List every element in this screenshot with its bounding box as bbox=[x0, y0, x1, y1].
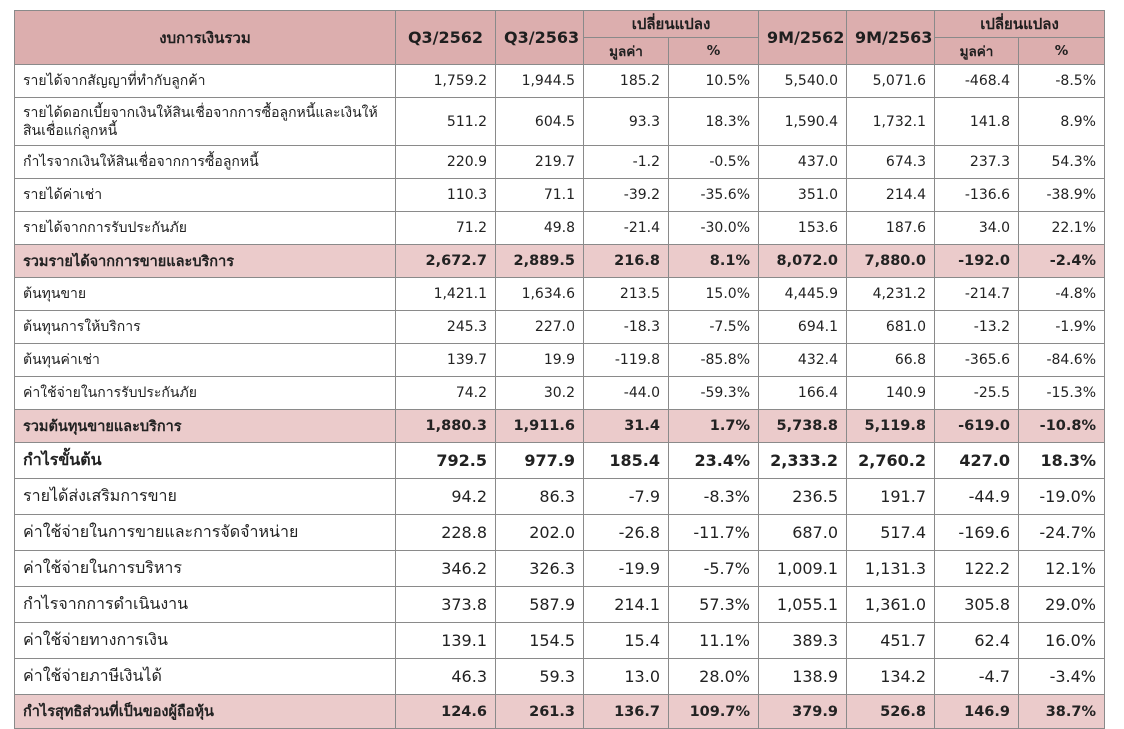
cell-q3-2562: 220.9 bbox=[396, 146, 496, 179]
cell-9m-2563: 681.0 bbox=[847, 311, 935, 344]
header-value-quarter: มูลค่า bbox=[584, 38, 669, 65]
cell-change-percent-quarter: -30.0% bbox=[669, 212, 759, 245]
cell-q3-2563: 154.5 bbox=[496, 623, 584, 659]
cell-change-value-9m: 34.0 bbox=[935, 212, 1019, 245]
cell-change-value-quarter: -7.9 bbox=[584, 479, 669, 515]
cell-q3-2562: 245.3 bbox=[396, 311, 496, 344]
cell-change-value-9m: -619.0 bbox=[935, 410, 1019, 443]
cell-q3-2562: 124.6 bbox=[396, 695, 496, 729]
header-q3-2563: Q3/2563 bbox=[496, 11, 584, 65]
cell-9m-2563: 187.6 bbox=[847, 212, 935, 245]
cell-q3-2562: 346.2 bbox=[396, 551, 496, 587]
table-row-gross-profit bbox=[15, 443, 1105, 479]
cell-change-value-9m: -468.4 bbox=[935, 65, 1019, 98]
cell-change-percent-9m: -24.7% bbox=[1019, 515, 1105, 551]
row-label: รวมต้นทุนขายและบริการ bbox=[15, 410, 396, 443]
cell-q3-2563: 71.1 bbox=[496, 179, 584, 212]
cell-change-value-9m: -365.6 bbox=[935, 344, 1019, 377]
cell-change-percent-quarter: 1.7% bbox=[669, 410, 759, 443]
row-label: กำไรขั้นต้น bbox=[15, 443, 396, 479]
cell-change-value-quarter: -18.3 bbox=[584, 311, 669, 344]
cell-q3-2562: 46.3 bbox=[396, 659, 496, 695]
cell-change-percent-9m: -8.5% bbox=[1019, 65, 1105, 98]
table-row bbox=[15, 623, 1105, 659]
cell-9m-2562: 236.5 bbox=[759, 479, 847, 515]
row-label: ต้นทุนค่าเช่า bbox=[15, 344, 396, 377]
cell-change-value-quarter: -26.8 bbox=[584, 515, 669, 551]
cell-change-value-quarter: 216.8 bbox=[584, 245, 669, 278]
cell-change-value-9m: -13.2 bbox=[935, 311, 1019, 344]
cell-q3-2563: 1,911.6 bbox=[496, 410, 584, 443]
cell-q3-2563: 587.9 bbox=[496, 587, 584, 623]
cell-change-value-9m: 237.3 bbox=[935, 146, 1019, 179]
cell-change-percent-9m: -15.3% bbox=[1019, 377, 1105, 410]
cell-change-value-quarter: 185.4 bbox=[584, 443, 669, 479]
cell-9m-2563: 526.8 bbox=[847, 695, 935, 729]
row-label: รายได้ส่งเสริมการขาย bbox=[15, 479, 396, 515]
cell-q3-2562: 511.2 bbox=[396, 98, 496, 146]
cell-9m-2563: 5,071.6 bbox=[847, 65, 935, 98]
cell-change-percent-9m: -19.0% bbox=[1019, 479, 1105, 515]
cell-q3-2563: 202.0 bbox=[496, 515, 584, 551]
cell-9m-2562: 5,540.0 bbox=[759, 65, 847, 98]
cell-change-percent-9m: 18.3% bbox=[1019, 443, 1105, 479]
cell-9m-2563: 5,119.8 bbox=[847, 410, 935, 443]
cell-9m-2562: 153.6 bbox=[759, 212, 847, 245]
cell-change-percent-quarter: -8.3% bbox=[669, 479, 759, 515]
financial-statement-table bbox=[14, 10, 1105, 729]
cell-change-percent-quarter: 18.3% bbox=[669, 98, 759, 146]
cell-change-value-9m: 427.0 bbox=[935, 443, 1019, 479]
cell-9m-2563: 7,880.0 bbox=[847, 245, 935, 278]
cell-change-percent-quarter: -35.6% bbox=[669, 179, 759, 212]
row-label: รายได้ดอกเบี้ยจากเงินให้สินเชื่อจากการซื้อลูกหนี้และเงินให้สินเชื่อแก่ลูกหนี้ bbox=[15, 98, 396, 146]
header-item-title: งบการเงินรวม bbox=[15, 11, 396, 65]
cell-change-value-quarter: -19.9 bbox=[584, 551, 669, 587]
cell-9m-2563: 674.3 bbox=[847, 146, 935, 179]
header-change-9m: เปลี่ยนแปลง bbox=[935, 11, 1105, 38]
row-label: รายได้ค่าเช่า bbox=[15, 179, 396, 212]
cell-q3-2563: 19.9 bbox=[496, 344, 584, 377]
cell-9m-2562: 1,009.1 bbox=[759, 551, 847, 587]
row-label: รายได้จากสัญญาที่ทำกับลูกค้า bbox=[15, 65, 396, 98]
cell-change-value-9m: 305.8 bbox=[935, 587, 1019, 623]
cell-change-value-quarter: 93.3 bbox=[584, 98, 669, 146]
cell-9m-2562: 437.0 bbox=[759, 146, 847, 179]
cell-9m-2563: 4,231.2 bbox=[847, 278, 935, 311]
cell-9m-2563: 2,760.2 bbox=[847, 443, 935, 479]
cell-change-percent-9m: -10.8% bbox=[1019, 410, 1105, 443]
cell-change-percent-quarter: -11.7% bbox=[669, 515, 759, 551]
cell-change-percent-9m: 29.0% bbox=[1019, 587, 1105, 623]
cell-change-percent-9m: -38.9% bbox=[1019, 179, 1105, 212]
cell-9m-2563: 191.7 bbox=[847, 479, 935, 515]
cell-change-value-9m: -192.0 bbox=[935, 245, 1019, 278]
table-row bbox=[15, 479, 1105, 515]
cell-change-percent-quarter: 109.7% bbox=[669, 695, 759, 729]
cell-q3-2562: 792.5 bbox=[396, 443, 496, 479]
row-label: ต้นทุนขาย bbox=[15, 278, 396, 311]
cell-change-percent-9m: 16.0% bbox=[1019, 623, 1105, 659]
cell-q3-2562: 2,672.7 bbox=[396, 245, 496, 278]
cell-change-value-quarter: 214.1 bbox=[584, 587, 669, 623]
cell-9m-2563: 214.4 bbox=[847, 179, 935, 212]
table-row bbox=[15, 551, 1105, 587]
table-row-total bbox=[15, 695, 1105, 729]
header-change-quarter: เปลี่ยนแปลง bbox=[584, 11, 759, 38]
cell-q3-2563: 2,889.5 bbox=[496, 245, 584, 278]
header-percent-quarter: % bbox=[669, 38, 759, 65]
cell-9m-2562: 1,055.1 bbox=[759, 587, 847, 623]
cell-change-value-9m: -169.6 bbox=[935, 515, 1019, 551]
cell-change-percent-9m: -3.4% bbox=[1019, 659, 1105, 695]
table-row-total bbox=[15, 245, 1105, 278]
cell-q3-2562: 1,421.1 bbox=[396, 278, 496, 311]
row-label: ค่าใช้จ่ายในการขายและการจัดจำหน่าย bbox=[15, 515, 396, 551]
cell-change-percent-quarter: 10.5% bbox=[669, 65, 759, 98]
cell-change-value-quarter: -39.2 bbox=[584, 179, 669, 212]
cell-q3-2563: 261.3 bbox=[496, 695, 584, 729]
cell-change-percent-9m: -4.8% bbox=[1019, 278, 1105, 311]
cell-9m-2562: 694.1 bbox=[759, 311, 847, 344]
cell-change-value-9m: -25.5 bbox=[935, 377, 1019, 410]
cell-9m-2563: 66.8 bbox=[847, 344, 935, 377]
cell-q3-2562: 139.1 bbox=[396, 623, 496, 659]
cell-change-value-quarter: 31.4 bbox=[584, 410, 669, 443]
cell-change-percent-9m: 8.9% bbox=[1019, 98, 1105, 146]
cell-change-percent-quarter: -85.8% bbox=[669, 344, 759, 377]
cell-9m-2562: 2,333.2 bbox=[759, 443, 847, 479]
cell-change-percent-9m: 12.1% bbox=[1019, 551, 1105, 587]
header-9m-2562: 9M/2562 bbox=[759, 11, 847, 65]
row-label: กำไรจากการดำเนินงาน bbox=[15, 587, 396, 623]
cell-change-value-9m: 146.9 bbox=[935, 695, 1019, 729]
cell-change-value-quarter: 15.4 bbox=[584, 623, 669, 659]
table-header bbox=[15, 11, 1105, 65]
cell-9m-2562: 4,445.9 bbox=[759, 278, 847, 311]
cell-q3-2563: 1,634.6 bbox=[496, 278, 584, 311]
row-label: กำไรจากเงินให้สินเชื่อจากการซื้อลูกหนี้ bbox=[15, 146, 396, 179]
table-row bbox=[15, 212, 1105, 245]
cell-9m-2562: 138.9 bbox=[759, 659, 847, 695]
cell-q3-2562: 110.3 bbox=[396, 179, 496, 212]
table-row bbox=[15, 278, 1105, 311]
cell-q3-2562: 373.8 bbox=[396, 587, 496, 623]
cell-change-percent-9m: 38.7% bbox=[1019, 695, 1105, 729]
table-body bbox=[15, 65, 1105, 729]
cell-9m-2562: 351.0 bbox=[759, 179, 847, 212]
cell-change-percent-quarter: -59.3% bbox=[669, 377, 759, 410]
row-label: รายได้จากการรับประกันภัย bbox=[15, 212, 396, 245]
cell-9m-2562: 389.3 bbox=[759, 623, 847, 659]
table-row bbox=[15, 311, 1105, 344]
cell-9m-2562: 5,738.8 bbox=[759, 410, 847, 443]
cell-change-value-quarter: 136.7 bbox=[584, 695, 669, 729]
header-value-9m: มูลค่า bbox=[935, 38, 1019, 65]
header-9m-2563: 9M/2563 bbox=[847, 11, 935, 65]
cell-9m-2562: 166.4 bbox=[759, 377, 847, 410]
row-label: ค่าใช้จ่ายในการรับประกันภัย bbox=[15, 377, 396, 410]
cell-q3-2562: 1,880.3 bbox=[396, 410, 496, 443]
cell-q3-2563: 49.8 bbox=[496, 212, 584, 245]
row-label: ค่าใช้จ่ายทางการเงิน bbox=[15, 623, 396, 659]
row-label: รวมรายได้จากการขายและบริการ bbox=[15, 245, 396, 278]
cell-change-value-9m: -214.7 bbox=[935, 278, 1019, 311]
cell-change-percent-quarter: -7.5% bbox=[669, 311, 759, 344]
cell-9m-2562: 8,072.0 bbox=[759, 245, 847, 278]
header-percent-9m: % bbox=[1019, 38, 1105, 65]
cell-change-value-quarter: -44.0 bbox=[584, 377, 669, 410]
header-q3-2562: Q3/2562 bbox=[396, 11, 496, 65]
cell-q3-2562: 1,759.2 bbox=[396, 65, 496, 98]
table-row bbox=[15, 587, 1105, 623]
cell-change-value-quarter: -1.2 bbox=[584, 146, 669, 179]
table-row bbox=[15, 377, 1105, 410]
cell-9m-2563: 1,732.1 bbox=[847, 98, 935, 146]
cell-change-value-quarter: 13.0 bbox=[584, 659, 669, 695]
cell-9m-2563: 140.9 bbox=[847, 377, 935, 410]
table-row bbox=[15, 98, 1105, 146]
cell-change-percent-9m: -1.9% bbox=[1019, 311, 1105, 344]
row-label: ต้นทุนการให้บริการ bbox=[15, 311, 396, 344]
cell-change-value-9m: -136.6 bbox=[935, 179, 1019, 212]
table-row bbox=[15, 344, 1105, 377]
cell-q3-2563: 1,944.5 bbox=[496, 65, 584, 98]
cell-change-percent-9m: 22.1% bbox=[1019, 212, 1105, 245]
cell-q3-2563: 30.2 bbox=[496, 377, 584, 410]
cell-9m-2563: 1,131.3 bbox=[847, 551, 935, 587]
cell-change-value-quarter: -21.4 bbox=[584, 212, 669, 245]
cell-9m-2563: 134.2 bbox=[847, 659, 935, 695]
table-row-total bbox=[15, 410, 1105, 443]
cell-q3-2562: 228.8 bbox=[396, 515, 496, 551]
cell-change-percent-9m: -2.4% bbox=[1019, 245, 1105, 278]
cell-change-percent-quarter: 11.1% bbox=[669, 623, 759, 659]
cell-change-percent-quarter: 57.3% bbox=[669, 587, 759, 623]
cell-q3-2563: 219.7 bbox=[496, 146, 584, 179]
cell-change-value-9m: 141.8 bbox=[935, 98, 1019, 146]
row-label: ค่าใช้จ่ายภาษีเงินได้ bbox=[15, 659, 396, 695]
cell-q3-2563: 977.9 bbox=[496, 443, 584, 479]
cell-q3-2563: 86.3 bbox=[496, 479, 584, 515]
cell-change-percent-9m: 54.3% bbox=[1019, 146, 1105, 179]
cell-change-value-quarter: 185.2 bbox=[584, 65, 669, 98]
cell-change-percent-quarter: 23.4% bbox=[669, 443, 759, 479]
table-row bbox=[15, 179, 1105, 212]
cell-change-value-9m: -44.9 bbox=[935, 479, 1019, 515]
cell-change-percent-quarter: 8.1% bbox=[669, 245, 759, 278]
cell-change-percent-9m: -84.6% bbox=[1019, 344, 1105, 377]
cell-9m-2562: 379.9 bbox=[759, 695, 847, 729]
cell-9m-2562: 687.0 bbox=[759, 515, 847, 551]
row-label: ค่าใช้จ่ายในการบริหาร bbox=[15, 551, 396, 587]
table-row bbox=[15, 515, 1105, 551]
table-row bbox=[15, 659, 1105, 695]
cell-q3-2562: 139.7 bbox=[396, 344, 496, 377]
cell-change-value-quarter: -119.8 bbox=[584, 344, 669, 377]
cell-9m-2562: 432.4 bbox=[759, 344, 847, 377]
table-row bbox=[15, 146, 1105, 179]
cell-change-value-quarter: 213.5 bbox=[584, 278, 669, 311]
cell-9m-2563: 517.4 bbox=[847, 515, 935, 551]
cell-q3-2563: 59.3 bbox=[496, 659, 584, 695]
cell-9m-2563: 451.7 bbox=[847, 623, 935, 659]
cell-9m-2563: 1,361.0 bbox=[847, 587, 935, 623]
cell-q3-2563: 604.5 bbox=[496, 98, 584, 146]
cell-change-percent-quarter: 28.0% bbox=[669, 659, 759, 695]
cell-change-value-9m: 122.2 bbox=[935, 551, 1019, 587]
cell-q3-2563: 326.3 bbox=[496, 551, 584, 587]
cell-q3-2562: 71.2 bbox=[396, 212, 496, 245]
table-row bbox=[15, 65, 1105, 98]
cell-q3-2562: 94.2 bbox=[396, 479, 496, 515]
row-label: กำไรสุทธิส่วนที่เป็นของผู้ถือหุ้น bbox=[15, 695, 396, 729]
cell-q3-2563: 227.0 bbox=[496, 311, 584, 344]
cell-q3-2562: 74.2 bbox=[396, 377, 496, 410]
cell-change-value-9m: 62.4 bbox=[935, 623, 1019, 659]
cell-9m-2562: 1,590.4 bbox=[759, 98, 847, 146]
cell-change-value-9m: -4.7 bbox=[935, 659, 1019, 695]
cell-change-percent-quarter: -0.5% bbox=[669, 146, 759, 179]
cell-change-percent-quarter: -5.7% bbox=[669, 551, 759, 587]
cell-change-percent-quarter: 15.0% bbox=[669, 278, 759, 311]
